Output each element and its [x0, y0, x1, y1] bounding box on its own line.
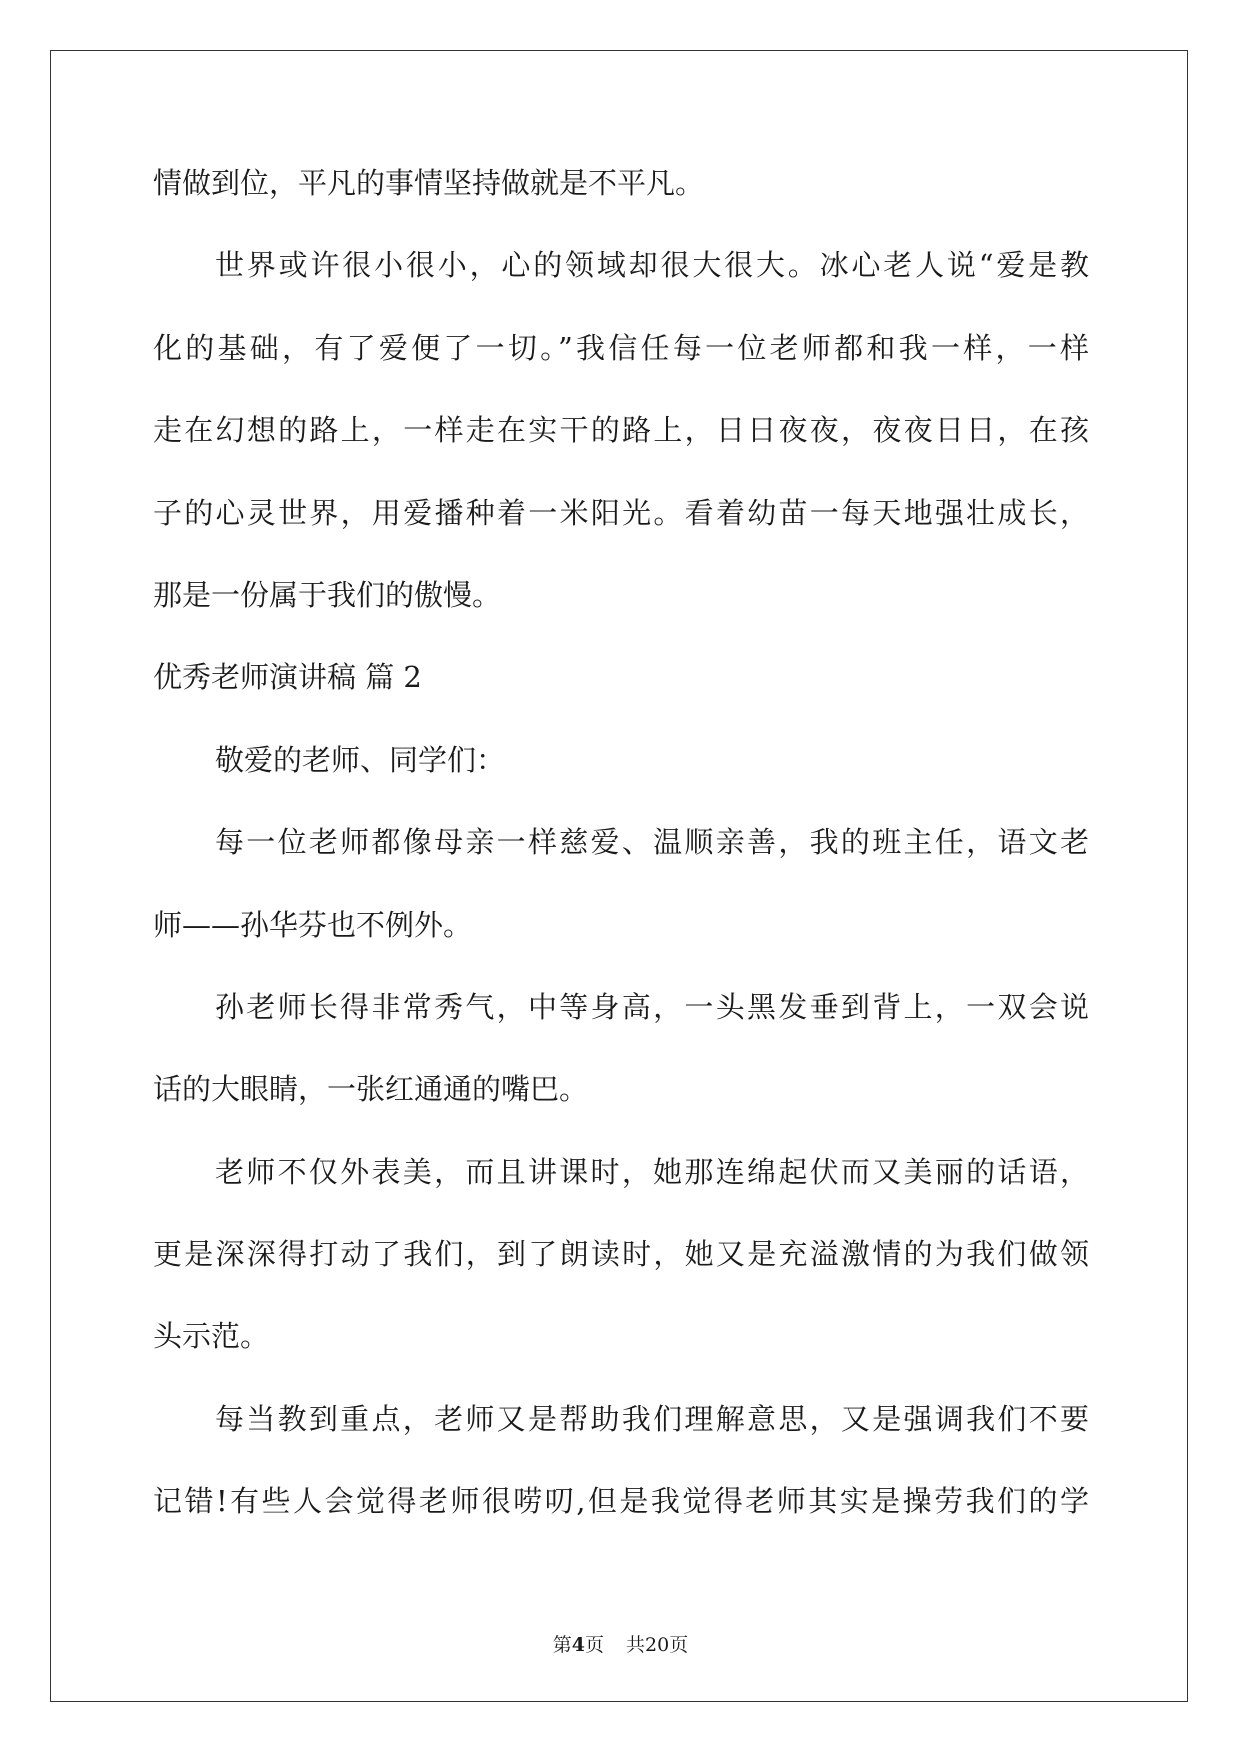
page-suffix: 页 — [585, 1634, 605, 1656]
text-line: 子的心灵世界，用爱播种着一米阳光。看着幼苗一每天地强壮成长， — [153, 495, 1089, 530]
text-line: 敬爱的老师、同学们： — [215, 742, 506, 777]
text-line: 每当教到重点，老师又是帮助我们理解意思，又是强调我们不要 — [215, 1401, 1089, 1436]
page-footer — [0, 1630, 1241, 1657]
text-line: 孙老师长得非常秀气，中等身高，一头黑发垂到背上，一双会说 — [215, 989, 1089, 1024]
text-line: 情做到位，平凡的事情坚持做就是不平凡。 — [153, 166, 705, 200]
text-line: 每一位老师都像母亲一样慈爱、温顺亲善，我的班主任，语文老 — [215, 825, 1089, 860]
text-line: 走在幻想的路上，一样走在实干的路上，日日夜夜，夜夜日日，在孩 — [153, 413, 1089, 448]
section-heading: 优秀老师演讲稿 篇 2 — [153, 660, 422, 695]
page-prefix: 第 — [552, 1634, 572, 1656]
text-line: 老师不仅外表美，而且讲课时，她那连绵起伏而又美丽的话语， — [215, 1154, 1089, 1189]
document-body — [153, 160, 1089, 1561]
total-prefix: 共 — [626, 1634, 646, 1656]
text-line: 那是一份属于我们的傲慢。 — [153, 577, 502, 612]
total-pages: 20 — [645, 1634, 670, 1656]
text-line: 师——孙华芬也不例外。 — [153, 907, 473, 942]
text-line: 头示范。 — [153, 1319, 270, 1354]
text-line: 话的大眼睛，一张红通通的嘴巴。 — [153, 1072, 589, 1107]
total-suffix: 页 — [669, 1634, 689, 1656]
page-number: 4 — [571, 1634, 585, 1656]
text-line: 更是深深得打动了我们，到了朗读时，她又是充溢激情的为我们做领 — [153, 1237, 1089, 1272]
text-line: 化的基础，有了爱便了一切。”我信任每一位老师都和我一样，一样 — [153, 330, 1089, 365]
text-line: 世界或许很小很小，心的领域却很大很大。冰心老人说“爱是教 — [215, 248, 1089, 283]
text-line: 记错!有些人会觉得老师很唠叨,但是我觉得老师其实是操劳我们的学 — [153, 1484, 1089, 1519]
